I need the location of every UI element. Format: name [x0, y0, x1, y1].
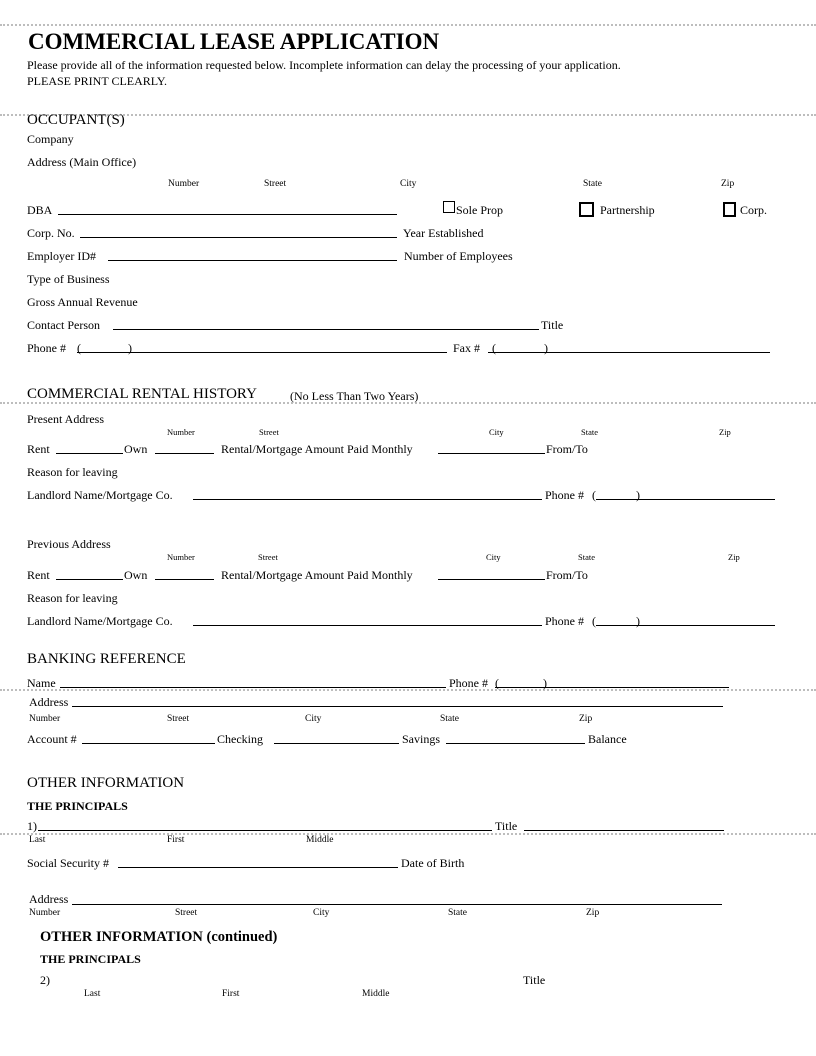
savings-label: Savings: [402, 732, 441, 746]
bank-number-label: Number: [29, 714, 61, 724]
bank-phone-paren-open: (: [495, 676, 499, 690]
bank-street-label: Street: [167, 714, 190, 724]
present-reason-label: Reason for leaving: [27, 465, 118, 479]
principal-1-name-field[interactable]: [38, 830, 492, 831]
dba-label: DBA: [27, 203, 53, 217]
previous-rent-field[interactable]: [56, 579, 123, 580]
present-landlord-field[interactable]: [193, 499, 542, 500]
present-amount-field[interactable]: [438, 453, 545, 454]
page-title: COMMERCIAL LEASE APPLICATION: [28, 29, 440, 54]
principal-2-middle-label: Middle: [362, 989, 390, 999]
principal-2-first-label: First: [222, 989, 240, 999]
previous-city-label: City: [486, 552, 501, 562]
principal-1-prefix: 1): [27, 819, 37, 833]
addr-number-label: Number: [168, 179, 200, 189]
previous-street-label: Street: [258, 552, 278, 562]
bank-address-label: Address: [29, 695, 69, 709]
present-city-label: City: [489, 427, 504, 437]
company-label: Company: [27, 132, 74, 146]
phone-label: Phone #: [27, 341, 66, 355]
principal-1-address-field[interactable]: [72, 904, 722, 905]
present-own-label: Own: [124, 442, 148, 456]
present-phone-paren-close: ): [636, 488, 640, 502]
corp-label: Corp.: [740, 203, 767, 217]
previous-landlord-field[interactable]: [193, 625, 542, 626]
present-state-label: State: [581, 427, 598, 437]
principal-2-title-label: Title: [523, 973, 546, 987]
principal-2-prefix: 2): [40, 973, 50, 987]
page-separator: [0, 24, 816, 26]
partnership-checkbox[interactable]: [579, 202, 594, 217]
phone-paren-close: ): [128, 341, 132, 355]
account-label: Account #: [27, 732, 77, 746]
bank-phone-label: Phone #: [449, 676, 488, 690]
address-main-office-label: Address (Main Office): [27, 155, 137, 169]
section-heading-other-continued: OTHER INFORMATION (continued): [40, 929, 278, 945]
type-of-business-label: Type of Business: [27, 272, 110, 286]
employer-id-label: Employer ID#: [27, 249, 96, 263]
bank-name-field[interactable]: [60, 687, 446, 688]
corp-no-label: Corp. No.: [27, 226, 75, 240]
section-heading-rental-history: COMMERCIAL RENTAL HISTORY: [27, 386, 257, 402]
principal-1-state-label: State: [448, 908, 467, 918]
previous-landlord-label: Landlord Name/Mortgage Co.: [27, 614, 173, 628]
employer-id-field[interactable]: [108, 260, 397, 261]
previous-landlord-phone-label: Phone #: [545, 614, 584, 628]
corp-checkbox[interactable]: [723, 202, 736, 217]
present-address-label: Present Address: [27, 412, 104, 426]
previous-landlord-phone-field[interactable]: [596, 625, 775, 626]
account-field[interactable]: [82, 743, 215, 744]
present-landlord-label: Landlord Name/Mortgage Co.: [27, 488, 173, 502]
bank-phone-paren-close: ): [543, 676, 547, 690]
principal-1-title-field[interactable]: [524, 830, 724, 831]
principal-1-number-label: Number: [29, 908, 61, 918]
intro-text: Please provide all of the information requested below. Incomplete information can delay the processing of your application.: [27, 58, 621, 72]
sole-prop-checkbox[interactable]: [443, 201, 455, 213]
previous-own-field[interactable]: [155, 579, 214, 580]
ssn-field[interactable]: [118, 867, 398, 868]
dba-field[interactable]: [58, 214, 397, 215]
principal-1-title-label: Title: [495, 819, 518, 833]
sole-prop-label: Sole Prop: [456, 203, 504, 217]
present-zip-label: Zip: [719, 427, 731, 437]
section-heading-occupants: OCCUPANT(S): [27, 112, 125, 128]
contact-person-label: Contact Person: [27, 318, 100, 332]
section-heading-other: OTHER INFORMATION: [27, 775, 185, 791]
savings-field[interactable]: [446, 743, 585, 744]
present-own-field[interactable]: [155, 453, 214, 454]
principal-1-first-label: First: [167, 835, 185, 845]
gross-revenue-label: Gross Annual Revenue: [27, 295, 138, 309]
previous-amount-field[interactable]: [438, 579, 545, 580]
contact-title-label: Title: [541, 318, 564, 332]
dob-label: Date of Birth: [401, 856, 465, 870]
previous-from-to-label: From/To: [546, 568, 588, 582]
contact-person-field[interactable]: [113, 329, 539, 330]
fax-paren-open: (: [492, 341, 496, 355]
bank-state-label: State: [440, 714, 459, 724]
bank-name-label: Name: [27, 676, 56, 690]
previous-state-label: State: [578, 552, 595, 562]
bank-phone-field[interactable]: [495, 687, 729, 688]
intro-print-clearly: PLEASE PRINT CLEARLY.: [27, 74, 168, 88]
rental-history-subheading: (No Less Than Two Years): [290, 389, 419, 403]
previous-phone-paren-close: ): [636, 614, 640, 628]
principal-1-address-label: Address: [29, 892, 69, 906]
partnership-label: Partnership: [600, 203, 655, 217]
present-rent-label: Rent: [27, 442, 50, 456]
previous-amount-label: Rental/Mortgage Amount Paid Monthly: [221, 568, 413, 582]
year-established-label: Year Established: [403, 226, 484, 240]
principal-1-last-label: Last: [29, 835, 46, 845]
previous-phone-paren-open: (: [592, 614, 596, 628]
previous-address-label: Previous Address: [27, 537, 111, 551]
principals-heading: THE PRINCIPALS: [27, 799, 128, 813]
addr-city-label: City: [400, 179, 417, 189]
addr-zip-label: Zip: [721, 179, 735, 189]
principal-1-street-label: Street: [175, 908, 198, 918]
previous-zip-label: Zip: [728, 552, 740, 562]
principal-2-last-label: Last: [84, 989, 101, 999]
section-heading-banking: BANKING REFERENCE: [27, 651, 186, 667]
addr-street-label: Street: [264, 179, 287, 189]
fax-field[interactable]: [488, 352, 770, 353]
previous-own-label: Own: [124, 568, 148, 582]
present-landlord-phone-label: Phone #: [545, 488, 584, 502]
present-number-label: Number: [167, 427, 195, 437]
ssn-label: Social Security #: [27, 856, 109, 870]
bank-address-field[interactable]: [72, 706, 723, 707]
principal-1-zip-label: Zip: [586, 908, 600, 918]
checking-field[interactable]: [274, 743, 399, 744]
fax-label: Fax #: [453, 341, 480, 355]
principals-heading-continued: THE PRINCIPALS: [40, 952, 141, 966]
phone-field[interactable]: [77, 352, 447, 353]
corp-no-field[interactable]: [80, 237, 397, 238]
phone-paren-open: (: [77, 341, 81, 355]
fax-paren-close: ): [544, 341, 548, 355]
page-separator: [0, 833, 816, 835]
present-from-to-label: From/To: [546, 442, 588, 456]
num-employees-label: Number of Employees: [404, 249, 513, 263]
addr-state-label: State: [583, 179, 602, 189]
bank-zip-label: Zip: [579, 714, 593, 724]
principal-1-city-label: City: [313, 908, 330, 918]
present-landlord-phone-field[interactable]: [596, 499, 775, 500]
checking-label: Checking: [217, 732, 263, 746]
previous-number-label: Number: [167, 552, 195, 562]
present-amount-label: Rental/Mortgage Amount Paid Monthly: [221, 442, 413, 456]
previous-reason-label: Reason for leaving: [27, 591, 118, 605]
present-street-label: Street: [259, 427, 279, 437]
bank-city-label: City: [305, 714, 322, 724]
previous-rent-label: Rent: [27, 568, 50, 582]
page-separator: [0, 689, 816, 691]
principal-1-middle-label: Middle: [306, 835, 334, 845]
present-rent-field[interactable]: [56, 453, 123, 454]
present-phone-paren-open: (: [592, 488, 596, 502]
balance-label: Balance: [588, 732, 627, 746]
